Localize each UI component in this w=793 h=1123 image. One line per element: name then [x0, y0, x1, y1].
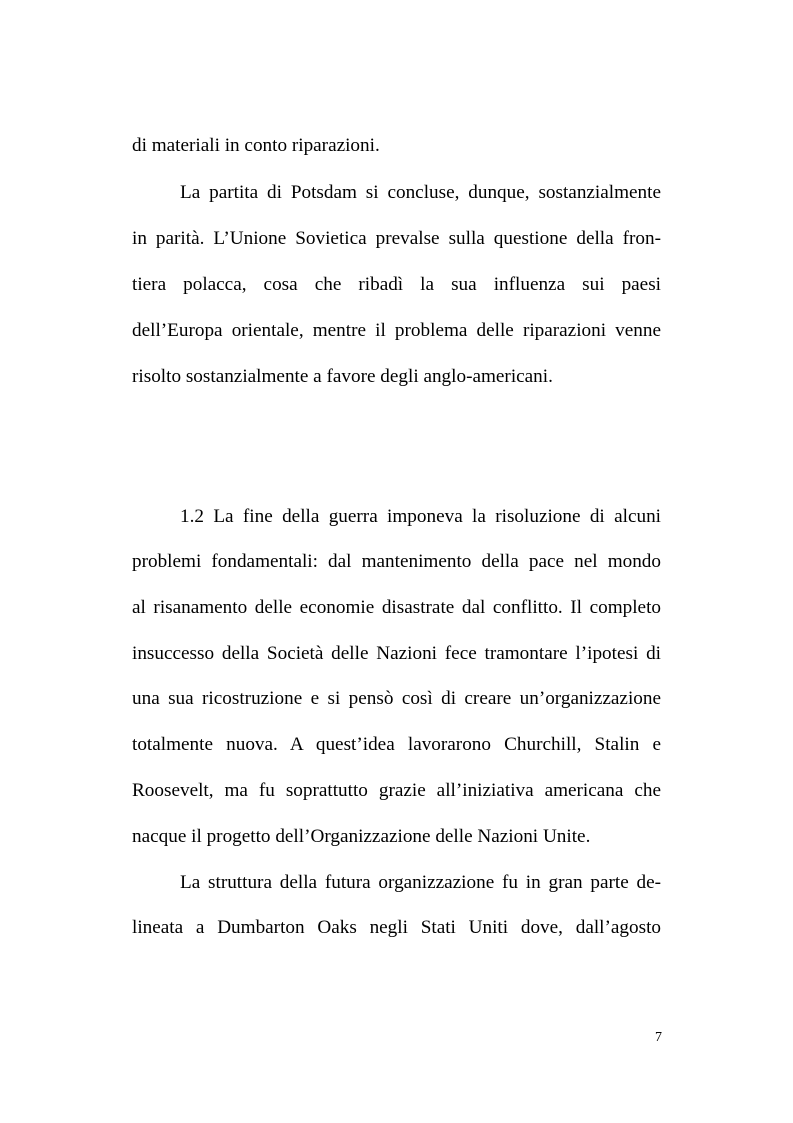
text-line: una sua ricostruzione e si pensò così di creare un’organizzazione [132, 688, 661, 709]
text-line: risolto sostanzialmente a favore degli anglo-americani. [132, 366, 553, 387]
section-heading-line: 1.2 La fine della guerra imponeva la risoluzione di alcuni [180, 506, 661, 527]
text-line: lineata a Dumbarton Oaks negli Stati Uniti dove, dall’agosto [132, 917, 661, 938]
text-line: in parità. L’Unione Sovietica prevalse sulla questione della fron- [132, 228, 661, 249]
text-line: Roosevelt, ma fu soprattutto grazie all’iniziativa americana che [132, 780, 661, 801]
page-number: 7 [655, 1030, 662, 1045]
text-line: tiera polacca, cosa che ribadì la sua influenza sui paesi [132, 274, 661, 295]
text-line: nacque il progetto dell’Organizzazione delle Nazioni Unite. [132, 826, 591, 847]
text-line: problemi fondamentali: dal mantenimento della pace nel mondo [132, 551, 661, 572]
text-line: dell’Europa orientale, mentre il problema delle riparazioni venne [132, 320, 661, 341]
text-line: La partita di Potsdam si concluse, dunque, sostanzialmente [180, 182, 661, 203]
text-line: al risanamento delle economie disastrate dal conflitto. Il completo [132, 597, 661, 618]
text-line: insuccesso della Società delle Nazioni fece tramontare l’ipotesi di [132, 643, 661, 664]
text-line: totalmente nuova. A quest’idea lavorarono Churchill, Stalin e [132, 734, 661, 755]
text-line: La struttura della futura organizzazione fu in gran parte de- [180, 872, 661, 893]
text-line: di materiali in conto riparazioni. [132, 135, 380, 156]
